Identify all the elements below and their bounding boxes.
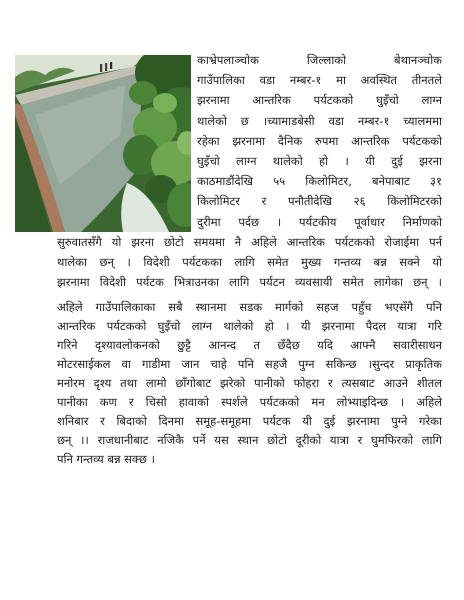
- text-line: काभ्रेपलाञ्चोक जिल्लाको बेथानञ्चोक: [197, 53, 442, 67]
- text-line: काठमाडौंदेखि ५५ किलोमिटर, बनेपाबाट ३१: [197, 174, 442, 189]
- waterfall-photo: [15, 55, 191, 232]
- text-line: मोटरसाईकल वा गाडीमा जान चाहे पनि सहजै पुग्न सकिन्छ ।सुन्दर प्राकृतिक: [57, 357, 442, 372]
- text-line: छन् ।। राजधानीबाट नजिकै पर्ने यस स्थान छोटो दूरीको यात्रा र घुमफिरको लागि: [57, 433, 442, 448]
- text-line: थालेका छन् । विदेशी पर्यटकका लागि समेत मुख्य गन्तव्य बन्न सक्ने यो: [57, 255, 442, 270]
- text-line: झरनामा आन्तरिक पर्यटकको घुइँचो लाग्न: [197, 93, 442, 108]
- text-line: गरिने दृश्यावलोकनको छुट्टै आनन्द त छँदैछ यदि आफ्नै सवारीसाधन: [57, 338, 442, 353]
- text-line: मनोरम दृश्य तथा लामो छाँगोबाट झरेको पानीको फोहरा र त्यसबाट आउने शीतल: [57, 376, 442, 391]
- waterfall-photo-graphic: [15, 55, 191, 232]
- article: [57, 50, 442, 469]
- text-line: थालेको छ ।च्यामाडबेसी वडा नम्बर-१ च्यालममा: [197, 113, 442, 128]
- text-line: अहिले गाउँपालिकाका सबै स्थानमा सडक मार्गको सहज पहुँच भएसँगै पनि: [57, 300, 442, 315]
- text-line: पानीका कण र चिसो हावाको स्पर्शले पर्यटकको मन लोभ्याइदिन्छ । अहिले: [57, 395, 442, 410]
- text-line: दुरीमा पर्दछ । पर्यटकीय पूर्वाधार निर्माणको: [197, 214, 442, 229]
- text-line: झरनामा विदेशी पर्यटक भित्राउनका लागि पर्यटन व्यवसायी समेत लागेका छन् ।: [57, 275, 442, 290]
- text-line: शनिबार र बिदाको दिनमा समूह-समूहमा पर्यटक यी दुई झरनामा पुग्ने गरेका: [57, 414, 442, 429]
- text-line: सुरुवातसँगै यो झरना छोटो समयमा नै अहिले आन्तरिक पर्यटकको रोजाईमा पर्न: [57, 234, 442, 249]
- text-beside-photo: [197, 50, 442, 232]
- text-line: पनि गन्तव्य बन्न सक्छ ।: [57, 452, 156, 467]
- text-line: रहेका झरनामा दैनिक रुपमा आन्तरिक पर्यटकको: [197, 133, 442, 148]
- text-line: गाउँपालिका वडा नम्बर-१ मा अवस्थित तीनतले: [197, 73, 442, 88]
- paragraph-2: [57, 298, 442, 469]
- text-line: घुइँचो लाग्न थालेको हो । यी दुई झरना: [197, 154, 442, 169]
- text-line: किलोमिटर र पनौतीदेखि २६ किलोमिटरको: [197, 194, 442, 209]
- text-line: आन्तरिक पर्यटकको घुइँचो लाग्न थालेको हो । यी झरनामा पैदल यात्रा गरि: [57, 319, 442, 334]
